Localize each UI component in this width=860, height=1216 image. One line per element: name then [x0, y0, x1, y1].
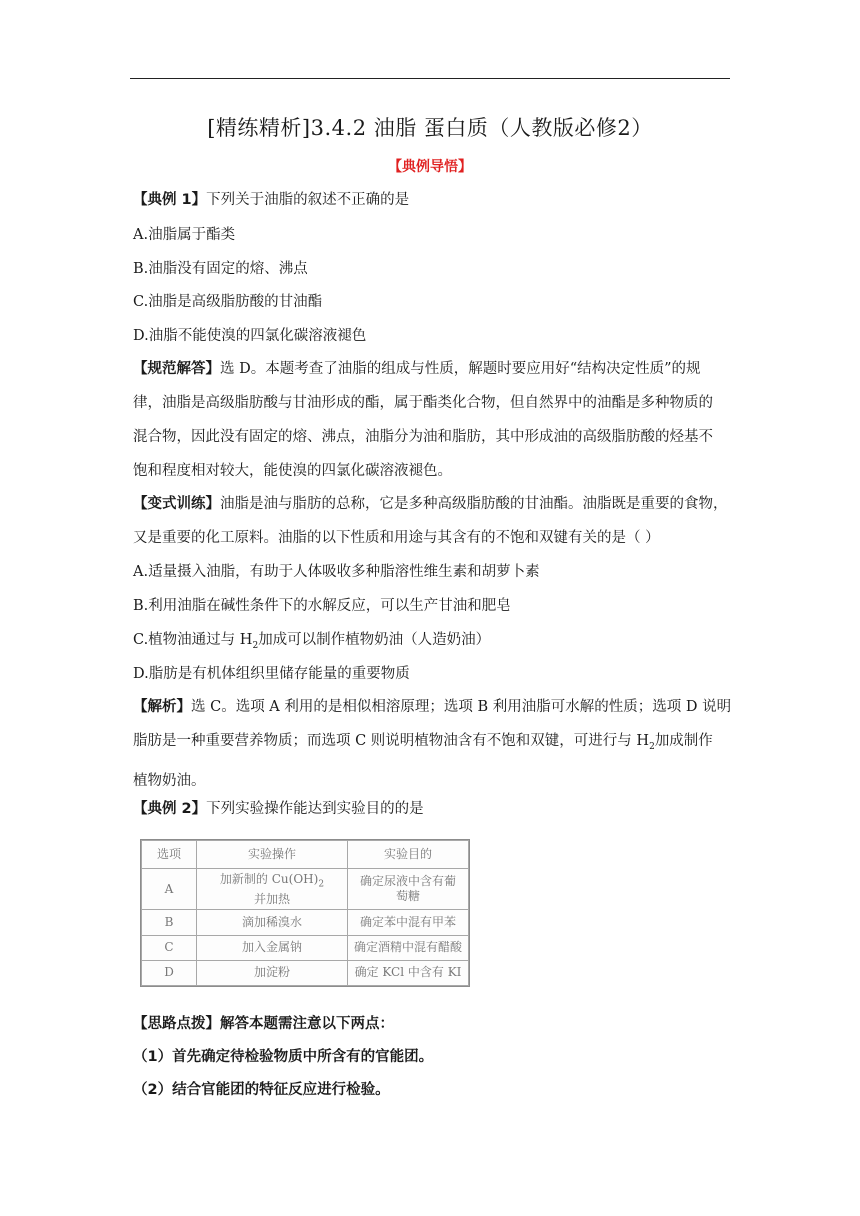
example1-option-a: A.油脂属于酯类 [133, 227, 236, 243]
variant-option-a: A.适量摄入油脂，有助于人体吸收多种脂溶性维生素和胡萝卜素 [133, 564, 540, 580]
example1-option-b: B.油脂没有固定的熔、沸点 [133, 261, 308, 277]
hint-heading [133, 1014, 394, 1034]
table-header-option: 选项 [142, 841, 197, 869]
table-header-purpose: 实验目的 [348, 841, 469, 869]
experiment-table [141, 840, 469, 986]
table-cell-option: A [142, 869, 197, 910]
analysis-label: 【解析】 [133, 699, 191, 715]
table-row [142, 935, 469, 960]
table-cell-option: D [142, 960, 197, 985]
header-rule [130, 78, 730, 79]
page-title: [精练精析]3.4.2 油脂 蛋白质（人教版必修2） [207, 116, 653, 140]
table-cell-purpose: 确定苯中混有甲苯 [348, 910, 469, 935]
example1-question-text: 下列关于油脂的叙述不正确的是 [206, 192, 410, 208]
analysis-line: 【解析】选 C。选项 A 利用的是相似相溶原理；选项 B 利用油脂可水解的性质；选项 D 说明 [133, 699, 732, 715]
answer1-line: 饱和程度相对较大，能使溴的四氯化碳溶液褪色。 [133, 463, 452, 479]
experiment-table-image [140, 839, 470, 987]
example1-option-d: D.油脂不能使溴的四氯化碳溶液褪色 [133, 328, 367, 344]
table-cell-purpose: 确定酒精中混有醋酸 [348, 935, 469, 960]
table-cell-operation: 滴加稀溴水 [197, 910, 348, 935]
analysis-line: 脂肪是一种重要营养物质；而选项 C 则说明植物油含有不饱和双键，可进行与 $H_2$加成制作 [133, 733, 713, 752]
table-cell-operation: 加新制的 $Cu(OH)_2$ 并加热 [197, 869, 348, 910]
table-header-operation: 实验操作 [197, 841, 348, 869]
variant-option-b: B.利用油脂在碱性条件下的水解反应，可以生产甘油和肥皂 [133, 598, 511, 614]
analysis-line: 植物奶油。 [133, 772, 206, 789]
example1-label: 【典例 1】 [133, 192, 207, 208]
variant-option-d: D.脂肪是有机体组织里储存能量的重要物质 [133, 666, 410, 682]
variant-line: 【变式训练】油脂是油与脂肪的总称，它是多种高级脂肪酸的甘油酯。油脂既是重要的食物， [133, 496, 728, 512]
table-cell-operation: 加淀粉 [197, 960, 348, 985]
table-cell-option: C [142, 935, 197, 960]
table-cell-operation: 加入金属钠 [197, 935, 348, 960]
table-cell-option: B [142, 910, 197, 935]
answer1-block [133, 352, 733, 488]
hint-label: 【思路点拨】 [133, 1016, 220, 1032]
hint-point-1: （1）首先确定待检验物质中所含有的官能团。 [133, 1049, 434, 1065]
answer1-line: 【规范解答】选 D。本题考查了油脂的组成与性质，解题时要应用好“结构决定性质”的规 [133, 361, 701, 377]
example1-option-c: C.油脂是高级脂肪酸的甘油酯 [133, 294, 323, 310]
table-cell-purpose: 确定尿液中含有葡 萄糖 [348, 869, 469, 910]
example2-label: 【典例 2】 [133, 801, 207, 817]
example1-question [133, 190, 409, 210]
hint-text: 解答本题需注意以下两点： [220, 1016, 394, 1032]
answer1-label: 【规范解答】 [133, 361, 220, 377]
variant-block [133, 487, 733, 555]
hint-point-2: （2）结合官能团的特征反应进行检验。 [133, 1082, 390, 1098]
variant-line: 又是重要的化工原料。油脂的以下性质和用途与其含有的不饱和双键有关的是（ ） [133, 530, 660, 546]
analysis-block [133, 690, 733, 798]
example2-question [133, 799, 424, 819]
answer1-line: 律，油脂是高级脂肪酸与甘油形成的酯，属于酯类化合物，但自然界中的油酯是多种物质的 [133, 395, 713, 411]
variant-label: 【变式训练】 [133, 496, 220, 512]
table-row [142, 960, 469, 985]
example2-question-text: 下列实验操作能达到实验目的的是 [206, 801, 424, 817]
section-tag: 【典例导悟】 [388, 159, 472, 175]
table-row [142, 910, 469, 935]
table-row [142, 869, 469, 910]
answer1-line: 混合物，因此没有固定的熔、沸点，油脂分为油和脂肪，其中形成油的高级脂肪酸的烃基不 [133, 429, 713, 445]
variant-option-c: C.植物油通过与 $H_2$加成可以制作植物奶油（人造奶油） [133, 632, 491, 651]
table-cell-purpose: 确定 KCl 中含有 KI [348, 960, 469, 985]
